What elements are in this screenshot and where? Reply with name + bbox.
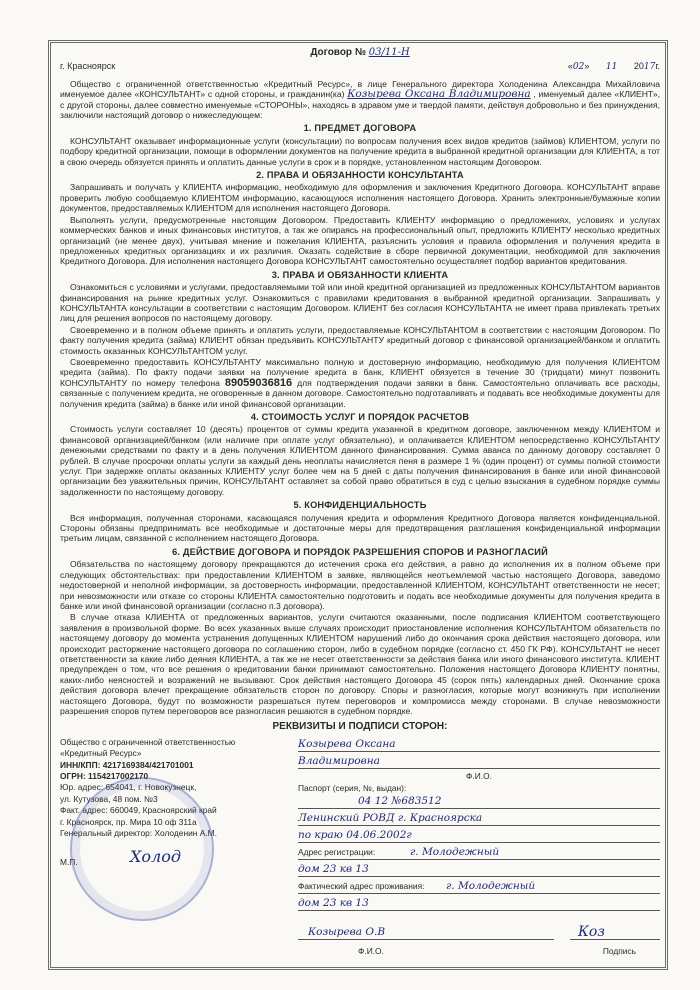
contract-label: Договор № — [310, 47, 366, 58]
contract-body — [60, 48, 660, 956]
client-signature-line — [570, 923, 660, 940]
reg-line-1 — [298, 845, 660, 860]
sign-caption: Подпись — [602, 945, 636, 956]
req-line: Общество с ограниченной ответственностью — [60, 736, 236, 747]
section-6-para-1: Обязательства по настоящему договору прекращаются до истечения срока его действия, а равно до исполнения их в полном объеме при следующих обстоятельствах: при предоставлении КЛИЕНТОМ в заявке, являющейся неотъемлемой частью настоящего Договора, заведомо недостоверной и неполной информации, за достоверность информации, предоставленной КЛИЕНТОМ, КОНСУЛЬТАНТ ответственности не несет; при невозможности или отказе со стороны КЛИЕНТА самостоятельно подготовить и подать все необходимые документы для получения кредита в банке или иной финансовой организации (согласно п.3 договора). — [60, 559, 660, 611]
section-3-para-4-text: для подтверждения подачи заявки в банк. Самостоятельно оплачивать все расходы, связанные с получением кредита, не оговоренные в данном договоре. Самостоятельно подготавливать и подавать все необходимые документы для получения кредита (займа) в банке или иной финансовой организации. — [60, 377, 661, 409]
section-3-title: 3. ПРАВА И ОБЯЗАННОСТИ КЛИЕНТА — [271, 269, 449, 280]
passport-hw-1: 04 12 №683512 — [358, 795, 442, 808]
req-line: ИНН/КПП: 4217169384/421701001 — [60, 759, 194, 770]
date-year-suffix: 17 — [643, 62, 656, 73]
fact-hw-2: дом 23 кв 13 — [298, 897, 369, 910]
client-fio-hw: Козырева О.В — [308, 926, 386, 939]
passport-label: Паспорт (серия, №, выдан): — [298, 783, 407, 794]
client-signature-row — [298, 923, 660, 940]
client-name: Козырева Оксана Владимировна — [347, 88, 531, 101]
req-line: Факт. адрес: 660049, Красноярский край — [60, 805, 217, 816]
date-year-prefix: 20 — [633, 61, 644, 72]
fact-line-2 — [298, 896, 660, 911]
reg-label: Адрес регистрации: — [298, 847, 376, 858]
section-6-title: 6. ДЕЙСТВИЕ ДОГОВОРА И ПОРЯДОК РАЗРЕШЕНИЯ СПОРОВ И РАЗНОГЛАСИЙ — [172, 546, 548, 557]
section-3-para-3 — [60, 357, 660, 409]
req-line: Генеральный директор: Холоденин А.М. — [60, 828, 217, 839]
section-1-title: 1. ПРЕДМЕТ ДОГОВОРА — [303, 123, 417, 134]
phone-number: 89059036816 — [224, 376, 293, 389]
client-fio-line — [298, 923, 554, 940]
section-4-para-1: Стоимость услуги составляет 10 (десять) процентов от суммы кредита указанной в кредитном договоре, заключенном между КЛИЕНТОМ и финансовой организацией/банком (или наличие при оплате услуг обязательно), и оплачивается КЛИЕНТОМ непосредственно КОНСУЛЬТАНТУ денежными средствами по факту и в день получения КЛИЕНТОМ данного финансирования. Сумма аванса по данному договору составляет 0 рублей. В случае просрочки оплаты услуги за каждый день неоплаты начисляется пеня в размере 1 % (один процент) от суммы полной стоимости услуг. При задержке оплаты оказанных КЛИЕНТУ услуг более чем на 5 дней с даты получения финансирования в банке или иной финансовой организации без уважительных причин, КОНСУЛЬТАНТ оставляет за собой право обратиться в суд с целью взыскания в судебном порядке суммы задолженности по настоящему договору. — [60, 424, 660, 497]
contract-number: 03/11-Н — [368, 47, 410, 58]
section-5-title: 5. КОНФИДЕНЦИАЛЬНОСТЬ — [293, 500, 427, 511]
consultant-requisites — [60, 737, 288, 956]
section-3-para-1: Ознакомиться с условиями и услугами, предоставляемыми той или иной кредитной организацией из предложенных КОНСУЛЬТАНТОМ вариантов финансирования на рынке кредитных услуг. Ознакомиться с правилами кредитования в выбранной кредитной организации. Запрашивать у КОНСУЛЬТАНТА консультации в соответствии с настоящим Договором. КЛИЕНТ без согласия КОНСУЛЬТАНТА не имеет права привлекать третьих лиц для решения вопросов по настоящему договору. — [60, 282, 660, 324]
req-line: ул. Кутузова, 48 пом. №3 — [60, 793, 158, 804]
client-name-line — [298, 737, 660, 752]
fact-line-1 — [298, 879, 660, 894]
reg-hw-1: г. Молодежный — [410, 846, 500, 859]
passport-line-2 — [298, 811, 660, 826]
section-2-para-2: Выполнять услуги, предусмотренные настоящим Договором. Предоставить КЛИЕНТУ информацию о предложениях, условиях и услугах коммерческих банков и иных финансовых институтов, а так же опираясь на профессиональный опыт, предложить КЛИЕНТУ несколько кредитных организаций (не менее двух), учитывая мнение и пожелания КЛИЕНТА, разъяснить условия и правила оформления и получения кредита в предложенных кредитных организациях и их различия. Оказать содействие в сборе первичной документации, необходимой для заключения Кредитного Договора. Для исполнения настоящего Договора КОНСУЛЬТАНТ самостоятельно осуществляет подбор вариантов кредитования. — [60, 214, 660, 267]
contract-date: «02» 11 2017г. — [567, 61, 660, 73]
contract-title — [60, 48, 660, 58]
reg-line-2 — [298, 862, 660, 877]
section-2-title: 2. ПРАВА И ОБЯЗАННОСТИ КОНСУЛЬТАНТА — [256, 170, 464, 181]
client-name-hw-2: Владимировна — [298, 755, 380, 768]
intro-tail: , именуемый далее «КЛИЕНТ», — [533, 89, 660, 100]
spacer — [298, 913, 660, 923]
section-3-para-2: Своевременно и в полном объеме принять и оплатить услуги, предоставляемые КОНСУЛЬТАНТОМ в соответствии с настоящим Договором. По факту получения кредита (займа) КЛИЕНТ обязан предъявить КОНСУЛЬТАНТУ кредитный договор с финансовой организацией/банком и оплатить стоимость оказанных КОНСУЛЬТАНТОМ услуг. — [60, 324, 660, 356]
passport-hw-2: Ленинский РОВД г. Красноярска — [298, 812, 483, 825]
client-requisites — [298, 737, 660, 956]
fio-label: Ф.И.О. — [466, 770, 492, 781]
client-signature: Коз — [578, 924, 605, 941]
client-name-line-2 — [298, 754, 660, 769]
req-line: Юр. адрес: 654041, г. Новокузнецк, — [60, 782, 197, 793]
section-2-para-1: Запрашивать и получать у КЛИЕНТА информацию, необходимую для оформления и заключения Кредитного Договора. КОНСУЛЬТАНТ вправе проверить любую сообщаемую КЛИЕНТОМ информацию, касающуюся исполнения настоящего Договора. Хранить электронные/бумажные копии документов, предоставляемых КЛИЕНТОМ для исполнения настоящего Договора. — [60, 182, 660, 214]
city-date-line — [60, 61, 660, 72]
intro-paragraph — [60, 79, 660, 121]
director-signature: Холод — [130, 847, 181, 867]
stamp-mark — [60, 847, 288, 868]
passport-line-1 — [298, 794, 660, 809]
date-month: 11 — [605, 62, 618, 73]
date-g: г. — [655, 61, 660, 72]
section-6-para-2: В случае отказа КЛИЕНТА от предложенных вариантов, услуги считаются оказанными, после подписания КЛИЕНТОМ соответствующего заявления в произвольной форме. Во всех указанных выше случаях происходит приостановление исполнения КОНСУЛЬТАНТОМ обязательств по настоящему договору до момента устранения допущенных КЛИЕНТОМ нарушений либо до окончания срока действия настоящего договора, или происходит расторжение настоящего договора по соглашению сторон, либо в судебном порядке (согласно ст. 450 ГК РФ). КОНСУЛЬТАНТ не несет ответственности за какие либо деяния КЛИЕНТА, а так же не несет ответственности за действия банка или иного финансового института. КЛИЕНТ предупрежден о том, что все решения о кредитовании банки принимают самостоятельно. Положения настоящего Договора КЛИЕНТУ понятны, каких-либо неясностей и возражений не вызывают. Срок действия настоящего Договора 45 (сорок пять) календарных дней. Окончание срока действия договора влечет прекращение обязательств сторон по договору. Споры и разногласия, которые могут возникнуть при исполнении настоящего Договора, будут по возможности разрешаться путем переговоров и компромисса между сторонами. В случае невозможности разрешения споров путем переговоров все разногласия решаются в судебном порядке. — [60, 612, 660, 716]
passport-hw-3: по краю 04.06.2002г — [298, 829, 412, 842]
mp-label: М.П. — [60, 857, 78, 868]
section-1-para-1: КОНСУЛЬТАНТ оказывает информационные услуги (консультации) по вопросам получения всех видов кредитов (займов) КЛИЕНТОМ, услуги по подбору кредитной организации, помощи в оформлении документов на получение кредита в выбранной кредитной организации для КЛИЕНТА, а тот в свою очередь обязуется принять и оплатить данные услуги в срок и в порядке, установленном настоящим Договором. — [60, 135, 660, 167]
section-4-title: 4. СТОИМОСТЬ УСЛУГ И ПОРЯДОК РАСЧЕТОВ — [250, 412, 470, 422]
intro-text-2: с другой стороны, далее совместно именуемые «СТОРОНЫ», находясь в здравом уме и твердой памяти, действуя добровольно и без принуждения, заключили настоящий договор о нижеследующем: — [60, 99, 660, 121]
signature-captions — [298, 946, 660, 956]
reg-hw-2: дом 23 кв 13 — [298, 863, 369, 876]
req-line: ОГРН: 1154217002170 — [60, 771, 149, 781]
section-3-para-3-text: Своевременно предоставить КОНСУЛЬТАНТУ максимально полную и достоверную информацию, необходимую для получения КЛИЕНТОМ кредита (займа). По факту подачи заявки на получение кредита в банк, КЛИЕНТ обязуется в течение 30 (тридцати) минут позвонить КОНСУЛЬТАНТУ по номеру телефона — [60, 356, 660, 388]
requisites-title: РЕКВИЗИТЫ И ПОДПИСИ СТОРОН: — [272, 721, 448, 733]
section-5-para-1: Вся информация, полученная сторонами, касающаяся получения кредита и оформления Кредитного Договора является конфиденциальной. Стороны обязаны предпринимать все необходимые и достаточные меры для предотвращения разглашения конфиденциальной информации третьим лицам, связанной с исполнением настоящего Договора. — [60, 512, 660, 544]
date-day: 02 — [572, 62, 585, 73]
city: г. Красноярск — [60, 61, 116, 72]
req-line: «Кредитный Ресурс» — [60, 748, 142, 759]
requisites-block — [60, 737, 660, 956]
fact-hw-1: г. Молодежный — [446, 880, 536, 893]
fio-caption: Ф.И.О. — [358, 945, 384, 956]
passport-line-3 — [298, 828, 660, 843]
client-name-hw: Козырева Оксана — [298, 738, 396, 751]
intro-text: Общество с ограниченной ответственностью «Кредитный Ресурс», в лице Генерального директора Холоденина Александра Михайловича именуемое далее «КОНСУЛЬТАНТ» с одной стороны, и гражданин(ка) — [60, 78, 660, 100]
req-line: г. Красноярск, пр. Мира 10 оф 311а — [60, 816, 197, 827]
fact-label: Фактический адрес проживания: — [298, 881, 425, 892]
